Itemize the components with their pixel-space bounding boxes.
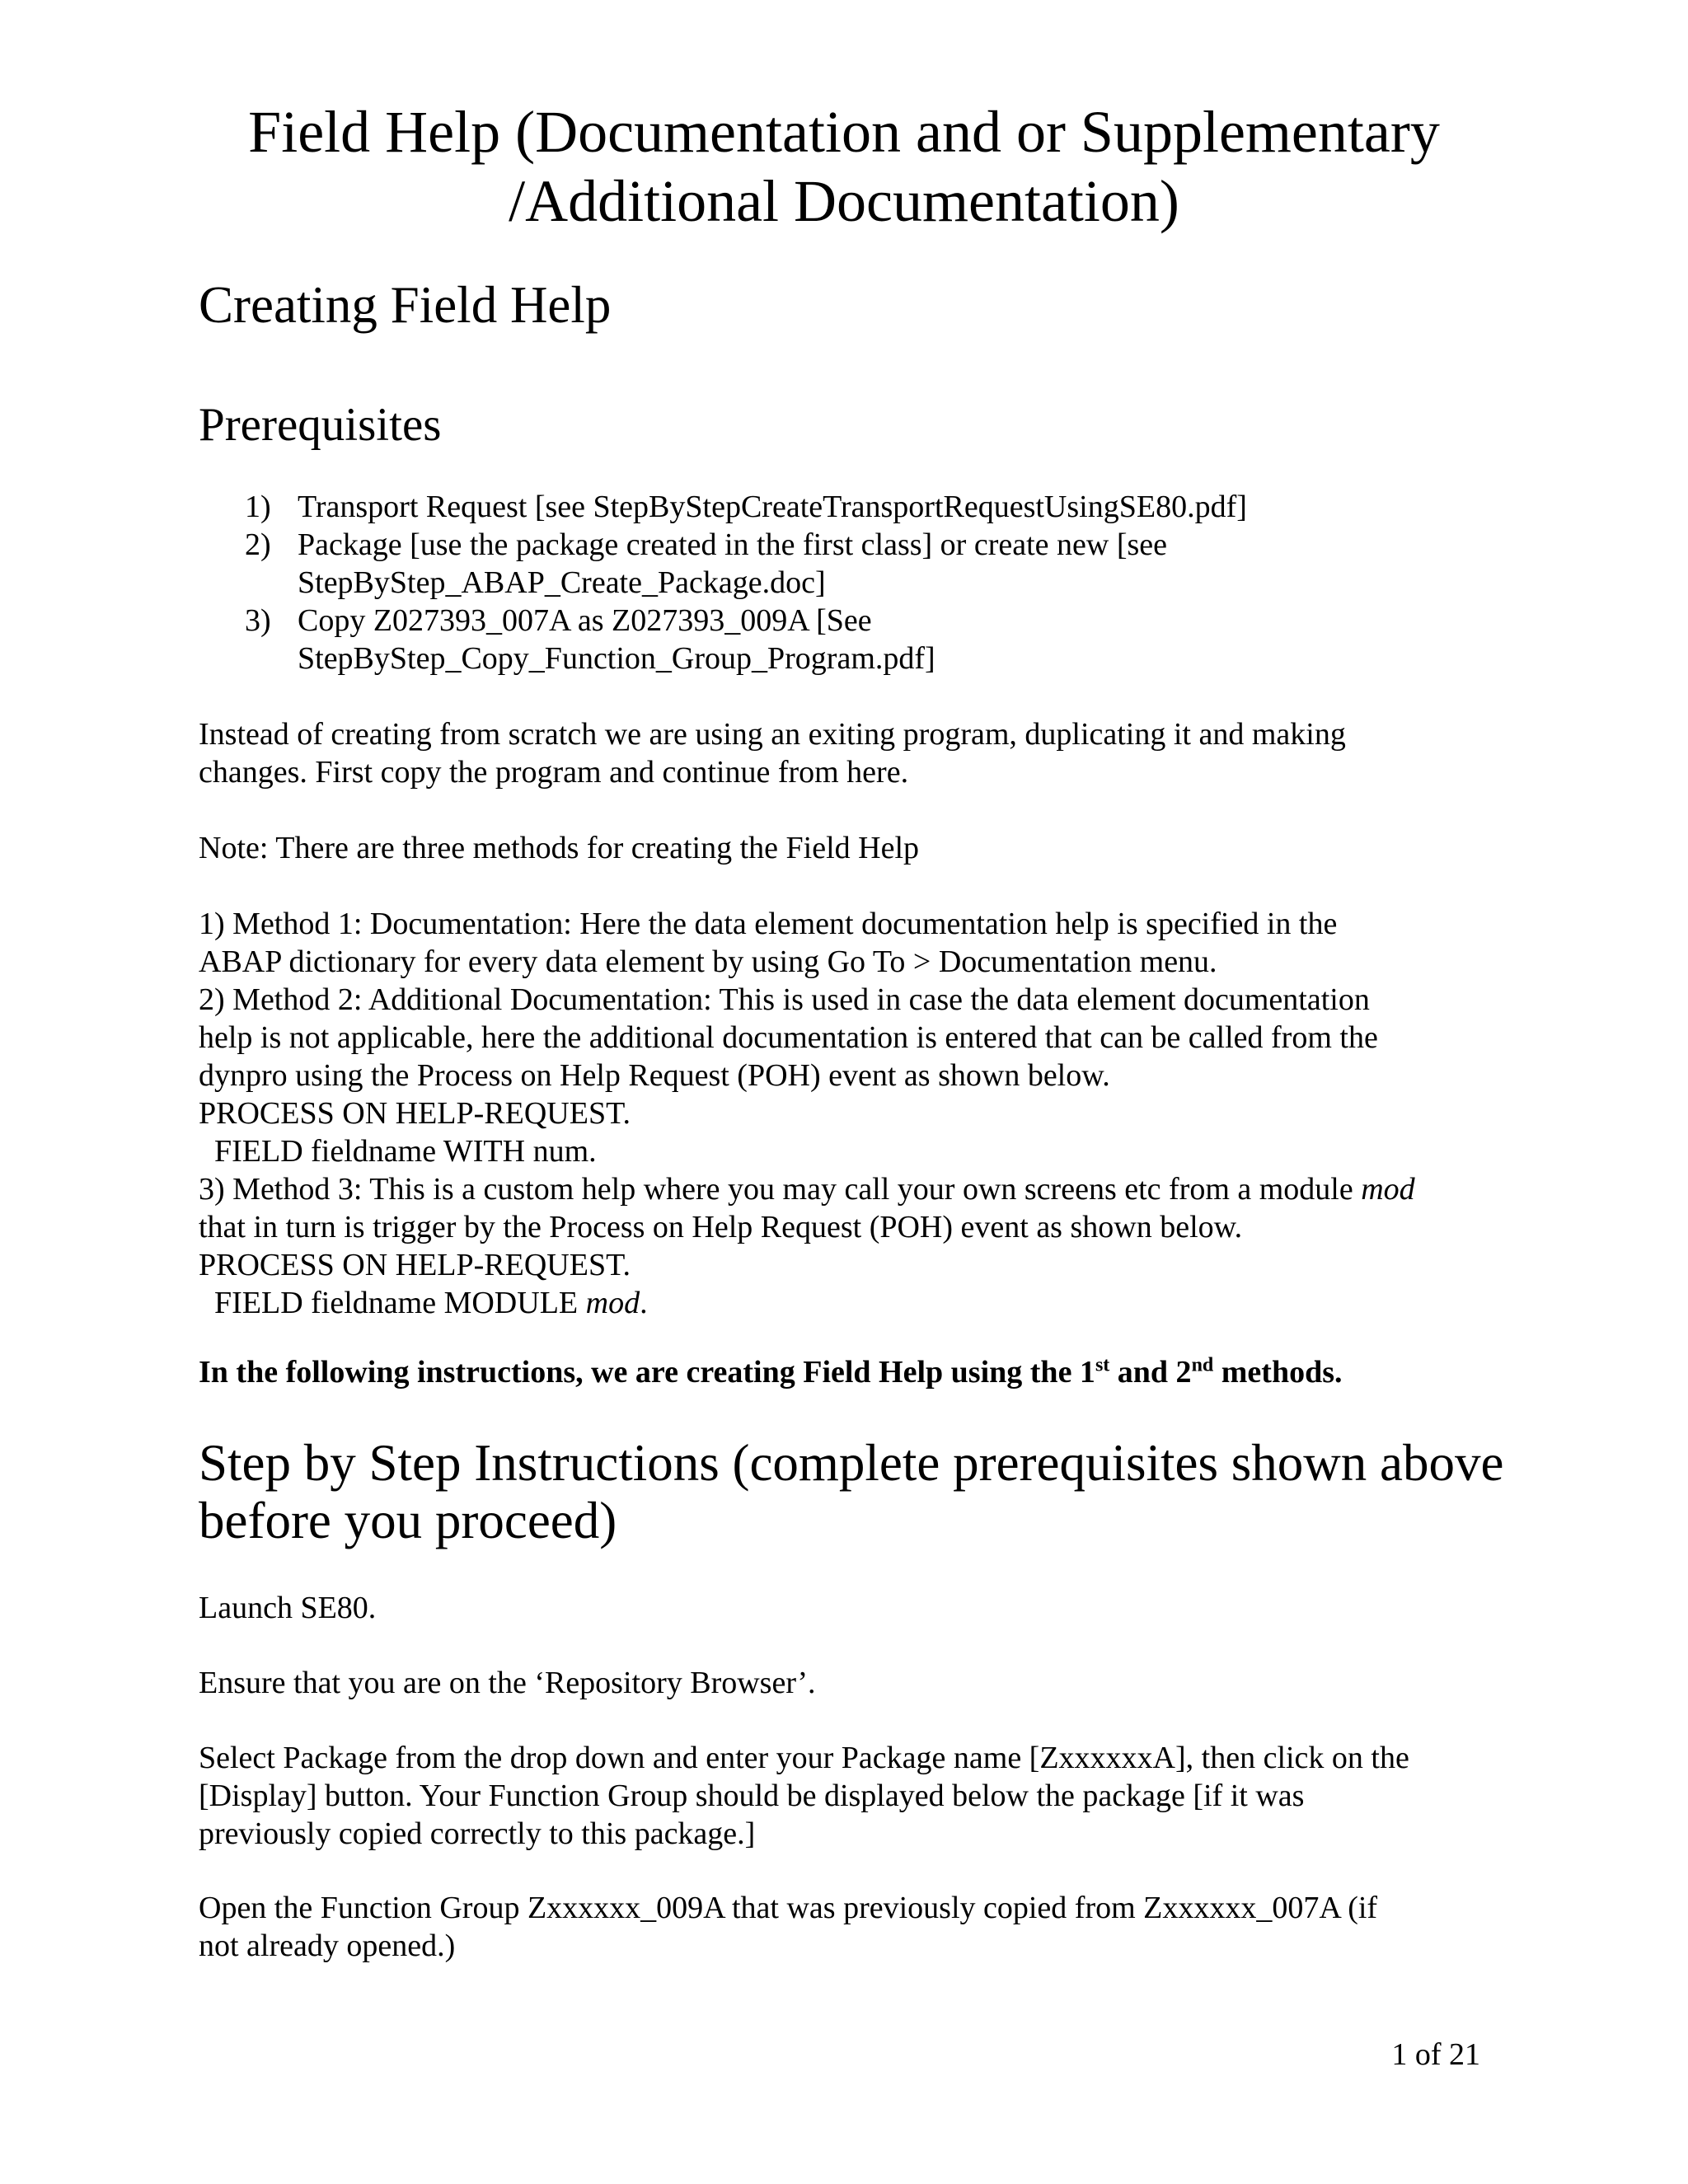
document-title-line-2: /Additional Documentation) <box>509 168 1179 234</box>
list-item-text-continued: StepByStep_Copy_Function_Group_Program.pdf] <box>298 641 935 676</box>
prerequisites-list <box>199 488 1501 677</box>
page-number: 1 of 21 <box>1391 2037 1480 2072</box>
method-3-italic-mod: mod <box>1361 1172 1415 1207</box>
heading-prerequisites: Prerequisites <box>199 399 442 451</box>
method-1-line: ABAP dictionary for every data element by using Go To > Documentation menu. <box>199 944 1217 979</box>
following-text-part-3: methods. <box>1213 1355 1343 1390</box>
open-function-group-paragraph <box>199 1889 1501 1965</box>
list-item-number: 2) <box>245 527 271 562</box>
following-text-part-2: and 2 <box>1109 1355 1192 1390</box>
heading-creating-field-help: Creating Field Help <box>199 276 612 334</box>
list-item-text: Transport Request [see StepByStepCreateTransportRequestUsingSE80.pdf] <box>298 490 1247 524</box>
list-item-text: Package [use the package created in the first class] or create new [see <box>298 527 1168 562</box>
list-item <box>199 526 1501 602</box>
superscript-st: st <box>1095 1354 1110 1376</box>
list-item-text: Copy Z027393_007A as Z027393_009A [See <box>298 603 872 638</box>
method-2-code-line: PROCESS ON HELP-REQUEST. <box>199 1096 631 1131</box>
open-function-group-line: not already opened.) <box>199 1929 456 1963</box>
select-package-line: [Display] button. Your Function Group should be displayed below the package [if it was <box>199 1779 1305 1813</box>
document-title <box>198 97 1490 236</box>
list-item-text-continued: StepByStep_ABAP_Create_Package.doc] <box>298 565 826 600</box>
heading-step-by-step-line-2: before you proceed) <box>199 1492 617 1549</box>
heading-step-by-step-line-1: Step by Step Instructions (complete prerequisites shown above <box>199 1434 1504 1492</box>
method-3-code-end: . <box>640 1286 648 1320</box>
ensure-instruction: Ensure that you are on the ‘Repository Browser’. <box>199 1666 816 1700</box>
select-package-line: Select Package from the drop down and enter your Package name [ZxxxxxxA], then click on the <box>199 1741 1409 1775</box>
method-2-line: help is not applicable, here the additional documentation is entered that can be called from the <box>199 1020 1378 1055</box>
open-function-group-line: Open the Function Group Zxxxxxx_009A that was previously copied from Zxxxxxx_007A (if <box>199 1891 1378 1925</box>
method-2-code-line: FIELD fieldname WITH num. <box>199 1134 597 1169</box>
list-item-number: 1) <box>245 490 271 524</box>
method-3-line <box>199 1170 1501 1208</box>
method-2-line: 2) Method 2: Additional Documentation: This is used in case the data element documentation <box>199 982 1370 1017</box>
intro-line: Instead of creating from scratch we are using an exiting program, duplicating it and making <box>199 717 1346 752</box>
intro-line: changes. First copy the program and continue from here. <box>199 755 909 790</box>
method-3-code-italic-mod: mod <box>585 1286 640 1320</box>
note-paragraph: Note: There are three methods for creating the Field Help <box>199 831 920 865</box>
select-package-paragraph <box>199 1739 1501 1853</box>
method-1-line: 1) Method 1: Documentation: Here the data element documentation help is specified in the <box>199 907 1338 941</box>
method-3-text: 3) Method 3: This is a custom help where you may call your own screens etc from a module <box>199 1172 1362 1207</box>
list-item <box>199 602 1501 677</box>
launch-instruction: Launch SE80. <box>199 1591 377 1625</box>
superscript-nd: nd <box>1191 1354 1214 1376</box>
method-3-code-line: PROCESS ON HELP-REQUEST. <box>199 1248 631 1282</box>
methods-paragraph <box>199 905 1501 1322</box>
method-2-line: dynpro using the Process on Help Request (POH) event as shown below. <box>199 1058 1110 1093</box>
select-package-line: previously copied correctly to this package.] <box>199 1816 756 1851</box>
following-text-part-1: In the following instructions, we are creating Field Help using the 1 <box>199 1355 1095 1390</box>
document-title-line-1: Field Help (Documentation and or Supplementary <box>248 99 1440 165</box>
method-3-code-text: FIELD fieldname MODULE <box>199 1286 586 1320</box>
following-instructions-note <box>199 1353 1501 1391</box>
intro-paragraph <box>199 715 1501 791</box>
list-item <box>199 488 1501 526</box>
heading-step-by-step <box>199 1434 1503 1549</box>
method-3-line: that in turn is trigger by the Process on Help Request (POH) event as shown below. <box>199 1210 1243 1244</box>
list-item-number: 3) <box>245 603 271 638</box>
method-3-code-line <box>199 1284 1501 1322</box>
